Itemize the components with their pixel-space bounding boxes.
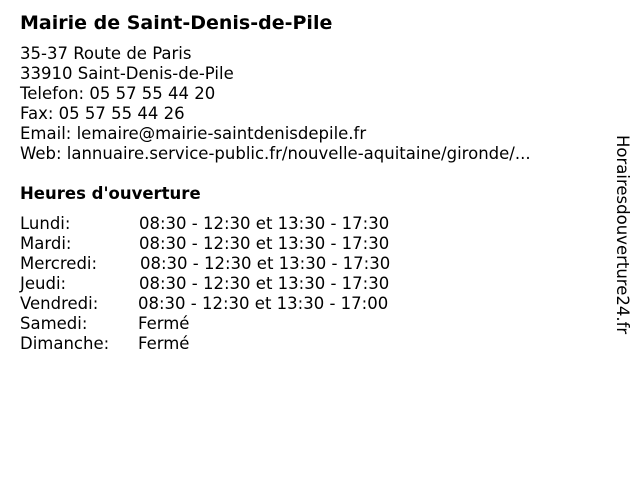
day-label: Jeudi: <box>20 274 67 293</box>
day-hours: 08:30 - 12:30 et 13:30 - 17:30 <box>139 274 390 293</box>
day-hours: 08:30 - 12:30 et 13:30 - 17:00 <box>138 294 389 313</box>
hours-heading: Heures d'ouverture <box>20 184 201 203</box>
page-title: Mairie de Saint-Denis-de-Pile <box>20 12 333 34</box>
day-hours: 08:30 - 12:30 et 13:30 - 17:30 <box>139 214 390 233</box>
day-label: Vendredi: <box>20 294 99 313</box>
contact-block <box>20 44 531 164</box>
email-line: Email: lemaire@mairie-saintdenisdepile.fr <box>20 124 367 143</box>
day-label: Samedi: <box>20 314 88 333</box>
site-brand-vertical: Horairesdouverture24.fr <box>613 135 632 335</box>
day-hours: Fermé <box>138 334 190 353</box>
day-label: Dimanche: <box>20 334 110 353</box>
address-street: 35-37 Route de Paris <box>20 44 192 63</box>
day-hours: Fermé <box>138 314 190 333</box>
day-label: Lundi: <box>20 214 71 233</box>
day-hours: 08:30 - 12:30 et 13:30 - 17:30 <box>139 234 390 253</box>
web-line: Web: lannuaire.service-public.fr/nouvelle-aquitaine/gironde/... <box>20 144 531 163</box>
day-label: Mardi: <box>20 234 72 253</box>
phone-line: Telefon: 05 57 55 44 20 <box>20 84 216 103</box>
day-hours: 08:30 - 12:30 et 13:30 - 17:30 <box>140 254 391 273</box>
address-city: 33910 Saint-Denis-de-Pile <box>20 64 234 83</box>
fax-line: Fax: 05 57 55 44 26 <box>20 104 185 123</box>
day-label: Mercredi: <box>20 254 98 273</box>
